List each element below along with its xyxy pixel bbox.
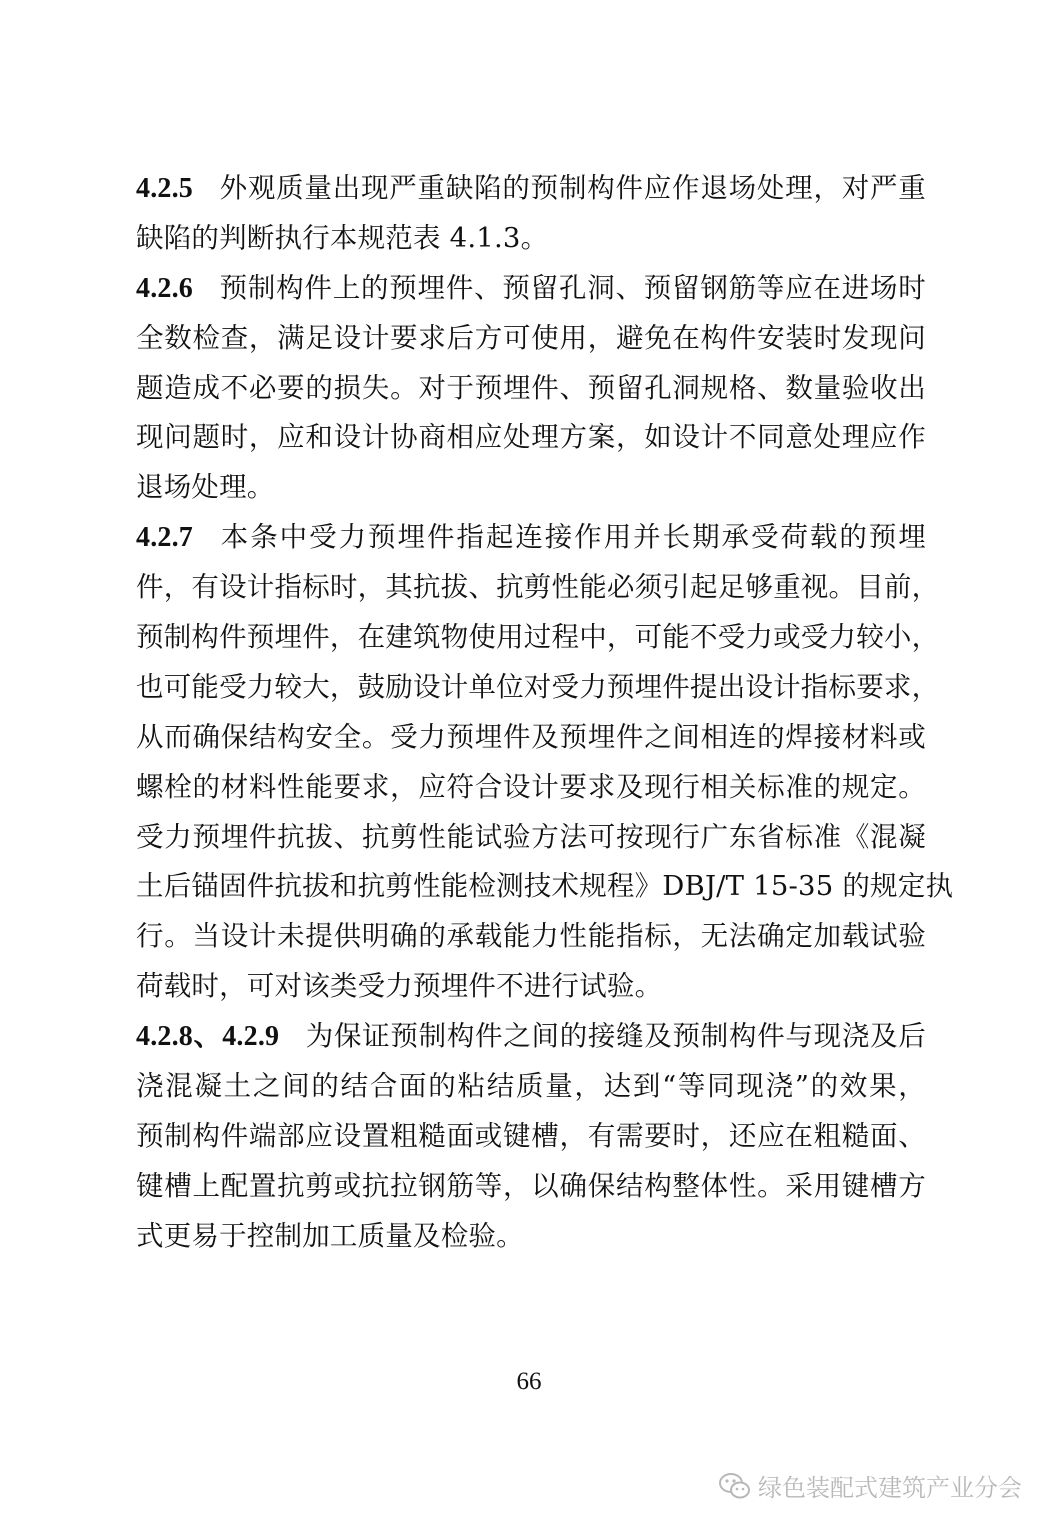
clause-line [136, 1012, 926, 1062]
page-number: 66 [516, 1368, 542, 1395]
clause-line: 键槽上配置抗剪或抗拉钢筋等，以确保结构整体性。采用键槽方 [136, 1169, 926, 1202]
clause-text: 为保证预制构件之间的接缝及预制构件与现浇及后 [305, 1020, 926, 1053]
document-body [136, 164, 954, 1262]
clause-line: 全数检查，满足设计要求后方可使用，避免在构件安装时发现问 [136, 321, 926, 354]
wechat-icon [718, 1471, 752, 1501]
clause-line: 式更易于控制加工质量及检验。 [136, 1219, 524, 1252]
clause-line: 受力预埋件抗拔、抗剪性能试验方法可按现行广东省标准《混凝 [136, 820, 926, 853]
clause-line: 土后锚固件抗拔和抗剪性能检测技术规程》DBJ/T 15-35 的规定执 [136, 870, 954, 903]
clause-line: 缺陷的判断执行本规范表 4.1.3。 [136, 221, 549, 254]
watermark [718, 1468, 1022, 1503]
clause-line: 现问题时，应和设计协商相应处理方案，如设计不同意处理应作 [136, 421, 926, 454]
clause-4-2-7 [136, 513, 954, 1012]
clause-4-2-8-4-2-9 [136, 1012, 926, 1261]
clause-text: 预制构件上的预埋件、预留孔洞、预留钢筋等应在进场时 [219, 271, 926, 304]
clause-number: 4.2.5 [136, 173, 193, 204]
clause-line: 从而确保结构安全。受力预埋件及预埋件之间相连的焊接材料或 [136, 720, 926, 753]
clause-line: 浇混凝土之间的结合面的粘结质量，达到“等同现浇”的效果， [136, 1070, 926, 1103]
clause-line: 螺栓的材料性能要求，应符合设计要求及现行相关标准的规定。 [136, 770, 926, 803]
clause-line: 题造成不必要的损失。对于预埋件、预留孔洞规格、数量验收出 [136, 371, 926, 404]
clause-line: 预制构件端部应设置粗糙面或键槽，有需要时，还应在粗糙面、 [136, 1119, 926, 1152]
clause-line: 也可能受力较大，鼓励设计单位对受力预埋件提出设计指标要求， [136, 670, 940, 703]
clause-line [136, 164, 926, 214]
clause-line: 退场处理。 [136, 471, 275, 504]
watermark-text: 绿色装配式建筑产业分会 [758, 1474, 1022, 1502]
clause-number: 4.2.7 [136, 522, 193, 554]
clause-number: 4.2.8、4.2.9 [136, 1021, 280, 1053]
clause-text: 本条中受力预埋件指起连接作用并长期承受荷载的预埋 [219, 521, 926, 554]
clause-4-2-6 [136, 264, 926, 513]
clause-line: 件，有设计指标时，其抗拔、抗剪性能必须引起足够重视。目前， [136, 571, 940, 604]
clause-line: 荷载时，可对该类受力预埋件不进行试验。 [136, 970, 663, 1003]
clause-line: 预制构件预埋件，在建筑物使用过程中，可能不受力或受力较小， [136, 621, 940, 654]
clause-text: 外观质量出现严重缺陷的预制构件应作退场处理，对严重 [219, 172, 926, 204]
clause-line [136, 264, 926, 314]
clause-4-2-5 [136, 164, 926, 264]
clause-line [136, 513, 926, 563]
clause-number: 4.2.6 [136, 272, 193, 304]
clause-line: 行。当设计未提供明确的承载能力性能指标，无法确定加载试验 [136, 920, 926, 953]
